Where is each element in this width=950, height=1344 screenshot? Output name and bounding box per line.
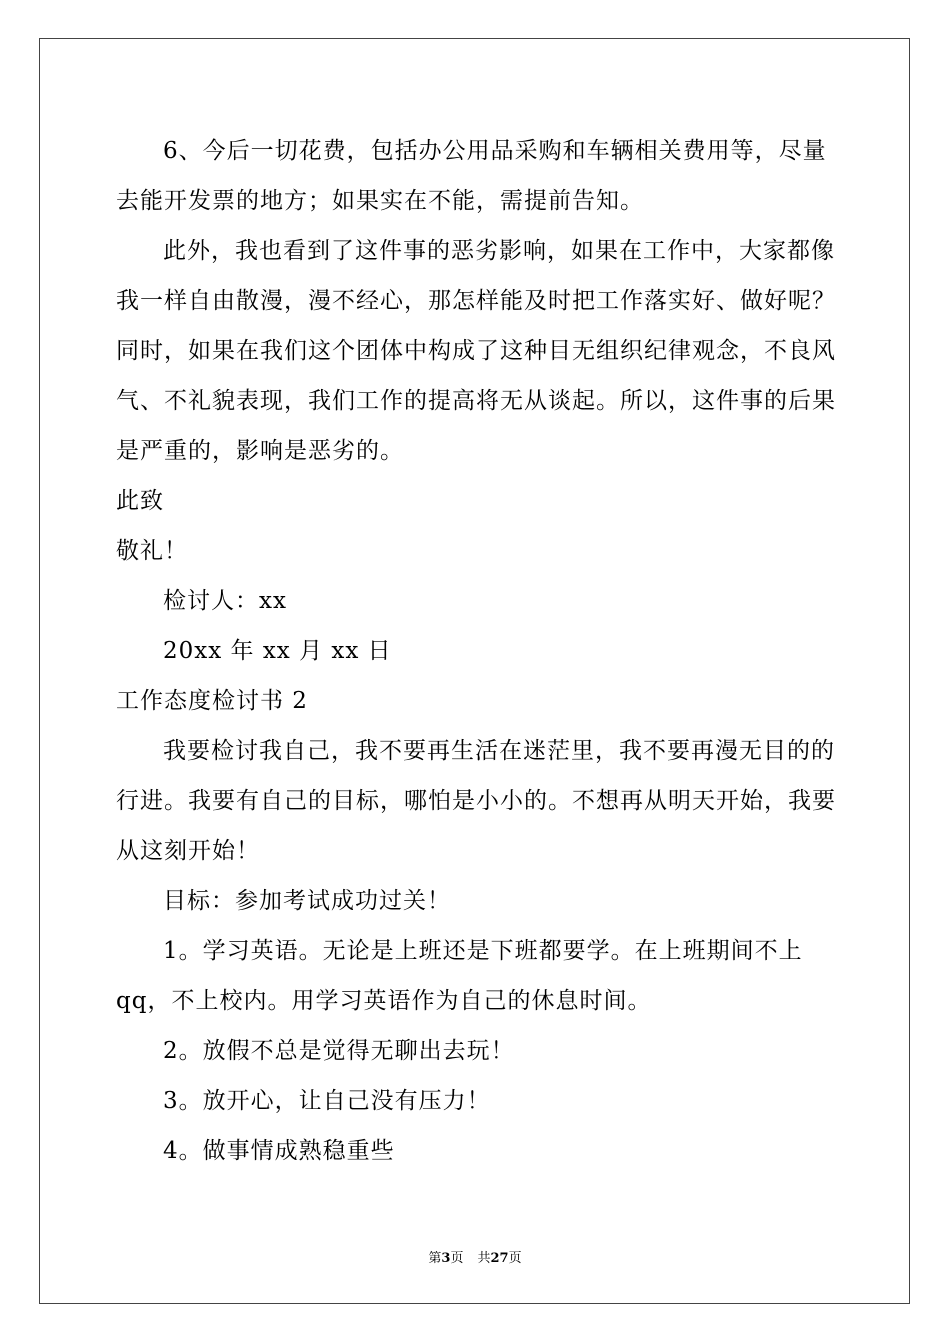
page-prefix: 第 (428, 1251, 442, 1266)
date-line: 20xx 年 xx 月 xx 日 (163, 638, 392, 664)
page-footer (0, 1247, 950, 1266)
paragraph-line: 此外，我也看到了这件事的恶劣影响，如果在工作中，大家都像 (163, 238, 835, 264)
paragraph-line: 我要检讨我自己，我不要再生活在迷茫里，我不要再漫无目的的 (163, 738, 835, 764)
paragraph-line: 气、不礼貌表现，我们工作的提高将无从谈起。所以，这件事的后果 (116, 388, 836, 414)
list-item: 4。做事情成熟稳重些 (163, 1138, 395, 1164)
total-pages: 27 (490, 1251, 509, 1266)
paragraph-line: 从这刻开始！ (116, 838, 260, 864)
list-item: qq，不上校内。用学习英语作为自己的休息时间。 (116, 988, 652, 1014)
paragraph-line: 目标：参加考试成功过关！ (163, 888, 451, 914)
paragraph-line: 行进。我要有自己的目标，哪怕是小小的。不想再从明天开始，我要 (116, 788, 836, 814)
page-suffix: 页 (450, 1251, 464, 1266)
total-prefix: 共 (477, 1251, 491, 1266)
section-title: 工作态度检讨书 2 (116, 688, 308, 714)
page-number: 3 (441, 1251, 451, 1266)
total-suffix: 页 (508, 1251, 522, 1266)
signature-line: 检讨人：xx (163, 588, 287, 614)
salutation-line: 敬礼！ (116, 538, 188, 564)
list-item: 2。放假不总是觉得无聊出去玩！ (163, 1038, 515, 1064)
paragraph-line: 我一样自由散漫，漫不经心，那怎样能及时把工作落实好、做好呢？ (116, 288, 836, 314)
list-item: 1。学习英语。无论是上班还是下班都要学。在上班期间不上 (163, 938, 803, 964)
paragraph-line: 是严重的，影响是恶劣的。 (116, 438, 404, 464)
paragraph-line: 6、今后一切花费，包括办公用品采购和车辆相关费用等，尽量 (163, 138, 827, 164)
paragraph-line: 去能开发票的地方；如果实在不能，需提前告知。 (116, 188, 644, 214)
list-item: 3。放开心，让自己没有压力！ (163, 1088, 491, 1114)
salutation-line: 此致 (116, 488, 164, 514)
paragraph-line: 同时，如果在我们这个团体中构成了这种目无组织纪律观念，不良风 (116, 338, 836, 364)
